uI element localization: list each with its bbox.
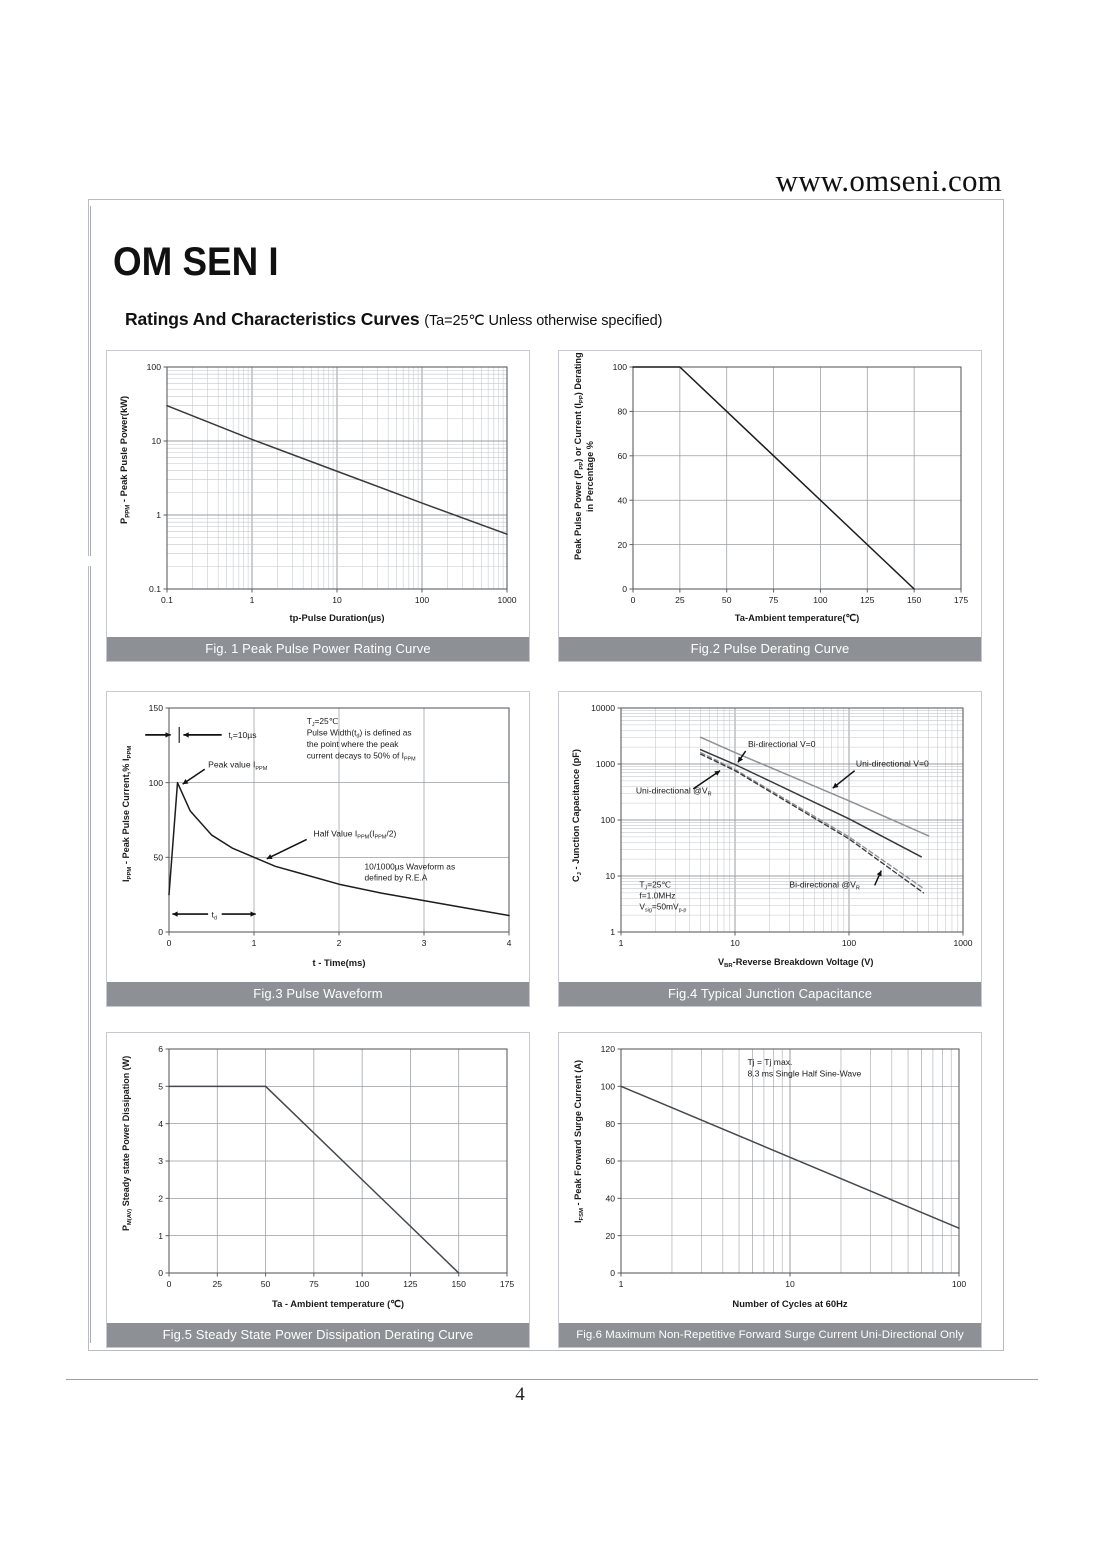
y-tick-label: 5 [158, 1081, 163, 1092]
caption-fig4: Fig.4 Typical Junction Capacitance [559, 982, 981, 1006]
condition-freq: f=1.0MHz [639, 890, 676, 901]
annotation-half-value: Half Value $I_{PPM}(I_{PPM}/2)$ [313, 828, 397, 841]
y-axis-label: $P_{PPM}$ - Peak Pusle Power(kW) [118, 395, 132, 524]
y-axis-label: $P_{M(AV)}$ Steady state Power Dissipation (W) [121, 1055, 134, 1231]
x-tick-label: 100 [951, 1279, 967, 1289]
x-tick-label: 25 [212, 1279, 223, 1289]
plot-fig1 [107, 351, 529, 637]
gridlines [167, 367, 507, 589]
y-tick-label: 2 [158, 1193, 163, 1204]
figure-fig5 [106, 1032, 530, 1348]
label-uni-directional-v0: Uni-directional V=0 [855, 758, 929, 769]
x-tick-label: 100 [841, 938, 857, 948]
y-tick-label: 20 [617, 539, 627, 550]
y-tick-label: 100 [600, 1081, 615, 1092]
y-axis-label: $C_J$ - Junction Capacitance (pF) [571, 749, 584, 882]
annotation-pulse-width-l4: current decays to 50% of $I_{PPM}$ [306, 750, 416, 763]
x-tick-label: 150 [451, 1279, 466, 1289]
figure-fig2 [558, 350, 982, 662]
label-uni-directional-vr: Uni-directional $@V_R$ [635, 785, 712, 798]
annotation-peak-value: Peak value $I_{PPM}$ [208, 759, 268, 772]
y-tick-label: 80 [617, 406, 627, 417]
x-tick-label: 10 [730, 938, 740, 948]
caption-fig2: Fig.2 Pulse Derating Curve [559, 637, 981, 661]
series-line [701, 754, 924, 893]
y-axis-label: $I_{PPM}$ - Peak Pulse Current,% $I_{PPM}$ [121, 745, 134, 882]
labels [573, 1044, 966, 1309]
y-tick-label: 100 [600, 815, 615, 826]
annotation-rise-time: $t_r=10\mu s$ [228, 730, 257, 743]
x-tick-label: 1 [618, 1279, 624, 1289]
y-tick-label: 40 [617, 495, 627, 506]
y-tick-label: 4 [158, 1118, 163, 1129]
x-tick-label: 50 [721, 595, 732, 605]
x-tick-label: 2 [336, 938, 342, 948]
annotations [145, 716, 455, 921]
page-title-main: Ratings And Characteristics Curves [125, 309, 420, 329]
annotations [747, 1057, 861, 1079]
x-axis-label: Ta - Ambient temperature (℃) [272, 1298, 404, 1309]
y-axis-label: $I_{FSM}$ - Peak Forward Surge Current (A) [573, 1059, 586, 1223]
x-tick-label: 1000 [497, 595, 517, 605]
y-axis-label-line2: in Percentage % [585, 441, 595, 512]
axes [630, 367, 962, 593]
footer-divider [66, 1379, 1038, 1380]
plot-fig5 [107, 1033, 529, 1323]
y-tick-label: 40 [605, 1193, 615, 1204]
x-tick-label: 10 [785, 1279, 795, 1289]
x-tick-label: 125 [403, 1279, 418, 1289]
x-tick-label: 175 [499, 1279, 515, 1289]
plot-fig4 [559, 692, 981, 982]
y-tick-label: 10 [605, 871, 615, 882]
left-page-rule [90, 206, 91, 1343]
x-tick-label: 100 [813, 595, 828, 605]
page-number: 4 [515, 1384, 525, 1405]
annotations [636, 739, 929, 913]
annotation-pulse-width-l3: the point where the peak [306, 739, 399, 749]
plot-fig3 [107, 692, 529, 982]
brand-logo: OM SEN I [113, 240, 279, 284]
gridlines [169, 1049, 507, 1273]
chart-fig4 [559, 692, 981, 982]
page-title-subtitle: (Ta=25℃ Unless otherwise specified) [424, 313, 663, 329]
x-tick-label: 0 [166, 1279, 172, 1289]
annotation-half-sine: 8.3 ms Single Half Sine-Wave [747, 1068, 862, 1079]
x-axis-label: tp-Pulse Duration(µs) [289, 612, 385, 623]
condition-tj: $T_J=25℃$ [639, 879, 671, 892]
y-tick-label: 10000 [591, 703, 615, 714]
x-tick-label: 100 [354, 1279, 370, 1289]
annotation-waveform-l2: defined by R.E.A [364, 872, 428, 883]
labels [573, 352, 968, 623]
axes [166, 1049, 508, 1277]
x-axis-label: Number of Cycles at 60Hz [732, 1298, 848, 1309]
caption-fig5: Fig.5 Steady State Power Dissipation Derating Curve [107, 1323, 529, 1347]
chart-fig5 [107, 1033, 529, 1323]
label-bi-directional-v0: Bi-directional V=0 [747, 739, 816, 750]
caption-fig1: Fig. 1 Peak Pulse Power Rating Curve [107, 637, 529, 661]
x-tick-label: 0 [166, 938, 172, 948]
caption-fig6: Fig.6 Maximum Non-Repetitive Forward Surge Current Uni-Directional Only [559, 1323, 981, 1347]
y-tick-label: 10 [151, 436, 161, 447]
label-bi-directional-vr: Bi-directional $@V_R$ [789, 879, 860, 892]
x-tick-label: 4 [506, 938, 512, 948]
gridlines [621, 1049, 959, 1273]
y-tick-label: 120 [600, 1044, 615, 1055]
y-tick-label: 50 [153, 852, 163, 863]
x-axis-label: Ta-Ambient temperature(℃) [734, 612, 860, 623]
annotation-tj-max: Tj = Tj max. [747, 1057, 793, 1067]
figure-fig1 [106, 350, 530, 662]
annotation-waveform-l1: 10/1000µs Waveform as [364, 861, 456, 872]
x-tick-label: 50 [260, 1279, 271, 1289]
figure-fig6 [558, 1032, 982, 1348]
y-tick-label: 1 [156, 510, 161, 521]
site-url: www.omseni.com [775, 163, 1002, 198]
y-tick-label: 6 [158, 1044, 163, 1055]
y-tick-label: 100 [146, 362, 161, 373]
x-axis-label: t - Time(ms) [312, 957, 366, 968]
y-tick-label: 150 [148, 703, 163, 714]
y-tick-label: 1000 [595, 759, 615, 770]
y-tick-label: 0 [622, 584, 627, 595]
x-tick-label: 10 [332, 595, 342, 605]
x-tick-label: 1 [251, 938, 257, 948]
plot-fig6 [559, 1033, 981, 1323]
y-tick-label: 3 [158, 1156, 163, 1167]
x-tick-label: 125 [860, 595, 875, 605]
y-tick-label: 100 [612, 362, 627, 373]
left-rule-notch [85, 556, 93, 566]
y-tick-label: 0 [158, 927, 163, 938]
y-tick-label: 0 [158, 1268, 163, 1279]
annotation-td: $t_d$ [211, 909, 217, 922]
x-tick-label: 1 [618, 938, 624, 948]
y-tick-label: 1 [610, 927, 615, 938]
y-tick-label: 60 [605, 1156, 615, 1167]
figure-fig4 [558, 691, 982, 1007]
axes [618, 1049, 960, 1277]
x-tick-label: 0.1 [161, 595, 173, 605]
y-tick-label: 0.1 [149, 584, 161, 595]
y-tick-label: 20 [605, 1230, 615, 1241]
chart-fig6 [559, 1033, 981, 1323]
x-tick-label: 25 [675, 595, 685, 605]
annotation-tj: $T_J=25℃$ [306, 716, 339, 729]
x-tick-label: 75 [768, 595, 779, 605]
caption-fig3: Fig.3 Pulse Waveform [107, 982, 529, 1006]
condition-vsig: $V_{sig}=50mV_{p-p}$ [639, 901, 687, 914]
x-tick-label: 100 [414, 595, 430, 605]
x-tick-label: 3 [421, 938, 427, 948]
x-tick-label: 150 [906, 595, 922, 605]
y-tick-label: 0 [610, 1268, 615, 1279]
x-tick-label: 1000 [953, 938, 973, 948]
annotation-pulse-width-l2: Pulse $Width(t_d)$ is defined as [306, 727, 412, 740]
y-tick-label: 100 [148, 777, 163, 788]
chart-fig1 [107, 351, 529, 637]
chart-fig3 [107, 692, 529, 982]
y-axis-label-line1: Peak Pulse Power $(P_{PP})$ or Current $(I_{PP})$ Derating [573, 352, 586, 560]
x-axis-label: $V_{BR}$-Reverse Breakdown Voltage (V) [718, 957, 874, 970]
x-tick-label: 0 [630, 595, 636, 605]
x-tick-label: 75 [309, 1279, 319, 1289]
x-tick-label: 1 [249, 595, 255, 605]
x-tick-label: 175 [953, 595, 969, 605]
y-tick-label: 1 [158, 1230, 163, 1241]
y-tick-label: 80 [605, 1118, 615, 1129]
y-tick-label: 60 [617, 451, 627, 461]
plot-fig2 [559, 351, 981, 637]
page-title [125, 309, 662, 330]
chart-fig2 [559, 351, 981, 637]
figure-fig3 [106, 691, 530, 1007]
